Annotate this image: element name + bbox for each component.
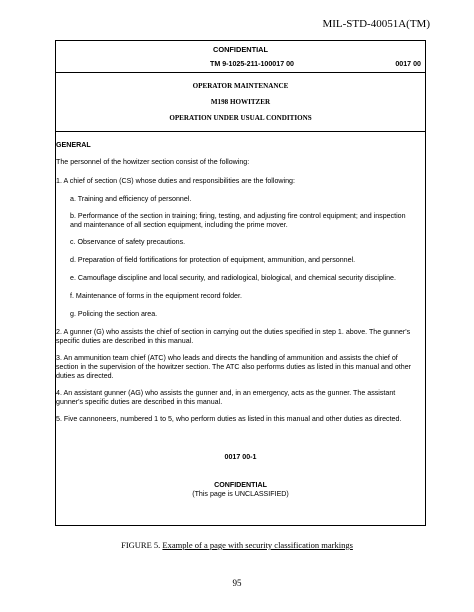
document-id: MIL-STD-40051A(TM) — [322, 18, 430, 30]
sub-item-f: f. Maintenance of forms in the equipment record folder. — [70, 292, 242, 300]
list-item-4: 4. An assistant gunner (AG) who assists the gunner and, in an emergency, acts as the gunner. The assistant gunner's specific duties are described in this manual. — [56, 389, 396, 406]
list-item-1: 1. A chief of section (CS) whose duties and responsibilities are the following: — [56, 177, 295, 185]
section-heading: GENERAL — [56, 141, 91, 149]
work-package-title: OPERATION UNDER USUAL CONDITIONS — [169, 114, 312, 122]
footer-page-number: 95 — [232, 578, 242, 588]
unclassified-note: (This page is UNCLASSIFIED) — [192, 490, 289, 498]
list-item-5: 5. Five cannoneers, numbered 1 to 5, who perform duties as listed in this manual and other duties as directed. — [56, 415, 402, 423]
intro-paragraph: The personnel of the howitzer section consist of the following: — [56, 158, 250, 166]
maintenance-level: OPERATOR MAINTENANCE — [192, 82, 289, 90]
sub-item-d: d. Preparation of field fortifications for protection of equipment, ammunition, and personnel. — [70, 256, 356, 264]
list-item-2: 2. A gunner (G) who assists the chief of section in carrying out the duties specified in step 1. above. The gunner's specific duties are described in this manual. — [56, 328, 411, 345]
example-page-frame — [55, 40, 426, 526]
tm-number: TM 9-1025-211-100017 00 — [210, 60, 295, 68]
sub-item-b: b. Performance of the section in training; firing, testing, and adjusting fire control equipment; and inspection and maintenance of all section equipment, including the prime mover. — [70, 212, 406, 229]
header-divider — [56, 72, 425, 73]
title-divider — [56, 131, 425, 132]
sub-item-a: a. Training and efficiency of personnel. — [70, 195, 192, 203]
caption-prefix: FIGURE 5. — [121, 540, 163, 550]
work-package-number: 0017 00 — [395, 60, 421, 68]
sub-item-c: c. Observance of safety precautions. — [70, 238, 186, 246]
equipment-name: M198 HOWITZER — [210, 98, 271, 106]
top-classification-marking: CONFIDENTIAL — [212, 45, 268, 54]
figure-caption — [0, 540, 474, 550]
sub-item-g: g. Policing the section area. — [70, 310, 158, 318]
sub-item-e: e. Camouflage discipline and local security, and radiological, biological, and chemical security discipline. — [70, 274, 396, 282]
bottom-classification-marking: CONFIDENTIAL — [214, 481, 267, 489]
page-number: 0017 00-1 — [224, 453, 257, 461]
caption-text: Example of a page with security classification markings — [162, 540, 353, 550]
list-item-3: 3. An ammunition team chief (ATC) who leads and directs the handling of ammunition and assists the chief of section in the supervision of the howitzer section. The ATC also performs duties as listed in this manual and other duties as directed. — [56, 354, 412, 380]
